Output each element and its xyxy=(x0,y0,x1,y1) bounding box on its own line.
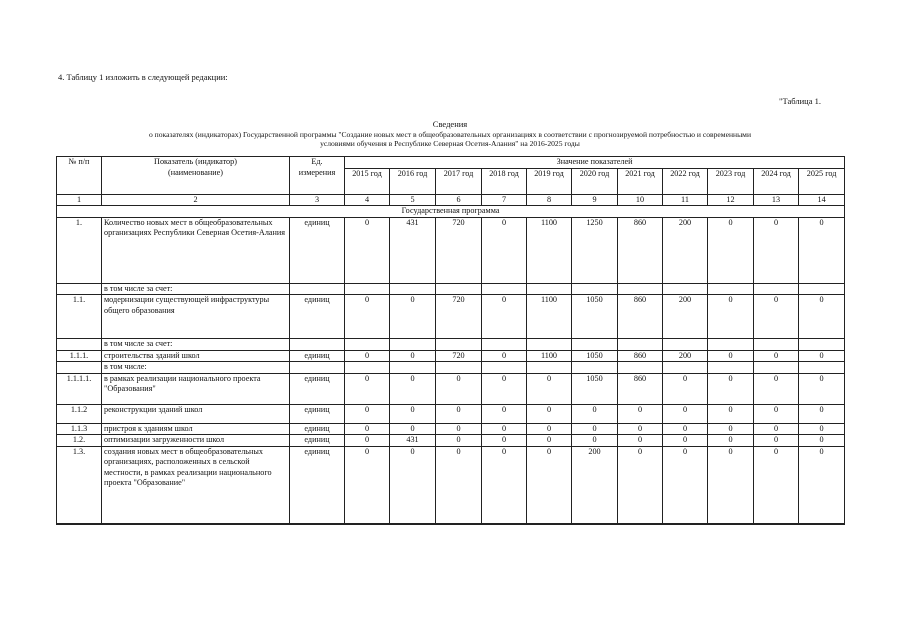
value-cell: 0 xyxy=(527,423,572,435)
value-cell: 0 xyxy=(708,446,754,524)
column-number: 7 xyxy=(482,194,527,206)
value-cell: 720 xyxy=(436,350,482,362)
value-cell: 860 xyxy=(618,217,663,283)
value-cell: 860 xyxy=(618,373,663,404)
table-row xyxy=(57,295,845,339)
header-year: 2015 год xyxy=(345,168,390,194)
value-cell: 0 xyxy=(663,446,708,524)
value-cell: 0 xyxy=(390,373,436,404)
indicator-name: Количество новых мест в общеобразовательных организациях Республики Северная Осетия-Алания xyxy=(102,217,290,283)
subtitle-row xyxy=(57,339,845,351)
column-number: 12 xyxy=(708,194,754,206)
blank-cell xyxy=(618,362,663,374)
header-year: 2017 год xyxy=(436,168,482,194)
column-number: 2 xyxy=(102,194,290,206)
value-cell: 0 xyxy=(527,435,572,447)
value-cell: 0 xyxy=(572,435,618,447)
column-number: 4 xyxy=(345,194,390,206)
blank-cell xyxy=(754,362,799,374)
intro-text: 4. Таблицу 1 изложить в следующей редакции: xyxy=(58,72,228,82)
blank-cell xyxy=(708,283,754,295)
value-cell: 0 xyxy=(799,404,845,423)
indicators-table xyxy=(56,156,845,525)
blank-cell xyxy=(390,283,436,295)
value-cell: 0 xyxy=(663,373,708,404)
value-cell: 0 xyxy=(390,350,436,362)
blank-cell xyxy=(290,283,345,295)
value-cell: 720 xyxy=(436,217,482,283)
value-cell: 0 xyxy=(663,404,708,423)
blank-cell xyxy=(799,339,845,351)
header-year: 2016 год xyxy=(390,168,436,194)
header-unit: Ед. измерения xyxy=(290,157,345,195)
value-cell: 0 xyxy=(708,350,754,362)
value-cell: 0 xyxy=(799,446,845,524)
section-title: Государственная программа xyxy=(57,206,845,218)
value-cell: 0 xyxy=(618,423,663,435)
blank-cell xyxy=(708,339,754,351)
value-cell: 0 xyxy=(390,404,436,423)
blank-cell xyxy=(390,362,436,374)
unit-cell: единиц xyxy=(290,446,345,524)
value-cell: 0 xyxy=(390,423,436,435)
value-cell: 0 xyxy=(754,373,799,404)
value-cell: 0 xyxy=(345,446,390,524)
value-cell: 1250 xyxy=(572,217,618,283)
header-year: 2025 год xyxy=(799,168,845,194)
value-cell: 1050 xyxy=(572,295,618,339)
unit-cell: единиц xyxy=(290,217,345,283)
indicator-name: пристроя к зданиям школ xyxy=(102,423,290,435)
indicator-name: реконструкции зданий школ xyxy=(102,404,290,423)
column-number: 13 xyxy=(754,194,799,206)
value-cell: 0 xyxy=(754,350,799,362)
header-num: № п/п xyxy=(57,157,102,195)
value-cell: 0 xyxy=(527,404,572,423)
value-cell: 0 xyxy=(527,373,572,404)
header-year: 2021 год xyxy=(618,168,663,194)
value-cell: 0 xyxy=(527,446,572,524)
subtitle-text: в том числе: xyxy=(102,362,290,374)
value-cell: 0 xyxy=(708,295,754,339)
value-cell: 1100 xyxy=(527,217,572,283)
column-number: 14 xyxy=(799,194,845,206)
indicator-name: строительства зданий школ xyxy=(102,350,290,362)
unit-cell: единиц xyxy=(290,423,345,435)
unit-cell: единиц xyxy=(290,350,345,362)
value-cell: 0 xyxy=(799,295,845,339)
blank-cell xyxy=(482,339,527,351)
blank-cell xyxy=(482,362,527,374)
value-cell: 0 xyxy=(572,423,618,435)
column-number: 9 xyxy=(572,194,618,206)
value-cell: 0 xyxy=(345,217,390,283)
value-cell: 0 xyxy=(482,373,527,404)
value-cell: 0 xyxy=(754,217,799,283)
blank-cell xyxy=(527,362,572,374)
blank-cell xyxy=(527,283,572,295)
blank-cell xyxy=(57,339,102,351)
indicator-name: оптимизации загруженности школ xyxy=(102,435,290,447)
row-number: 1.1.1.1. xyxy=(57,373,102,404)
value-cell: 0 xyxy=(618,435,663,447)
value-cell: 0 xyxy=(390,295,436,339)
value-cell: 0 xyxy=(663,423,708,435)
subtitle-text: в том числе за счет: xyxy=(102,283,290,295)
subtitle-row xyxy=(57,362,845,374)
value-cell: 200 xyxy=(663,217,708,283)
value-cell: 0 xyxy=(708,404,754,423)
header-year: 2024 год xyxy=(754,168,799,194)
column-number: 10 xyxy=(618,194,663,206)
blank-cell xyxy=(436,339,482,351)
value-cell: 0 xyxy=(618,446,663,524)
value-cell: 1050 xyxy=(572,373,618,404)
value-cell: 0 xyxy=(708,373,754,404)
table-row xyxy=(57,404,845,423)
value-cell: 0 xyxy=(436,373,482,404)
indicator-name: модернизации существующей инфраструктуры общего образования xyxy=(102,295,290,339)
column-number: 1 xyxy=(57,194,102,206)
row-number: 1.1.2 xyxy=(57,404,102,423)
header-year: 2019 год xyxy=(527,168,572,194)
value-cell: 0 xyxy=(345,295,390,339)
header-indicator: Показатель (индикатор) (наименование) xyxy=(102,157,290,195)
subtitle-text: в том числе за счет: xyxy=(102,339,290,351)
table-row xyxy=(57,373,845,404)
row-number: 1.3. xyxy=(57,446,102,524)
value-cell: 0 xyxy=(390,446,436,524)
header-year: 2020 год xyxy=(572,168,618,194)
header-year: 2022 год xyxy=(663,168,708,194)
column-number: 5 xyxy=(390,194,436,206)
value-cell: 0 xyxy=(345,373,390,404)
unit-cell: единиц xyxy=(290,435,345,447)
blank-cell xyxy=(390,339,436,351)
value-cell: 720 xyxy=(436,295,482,339)
blank-cell xyxy=(799,283,845,295)
value-cell: 0 xyxy=(345,404,390,423)
caption-line-2: условиями обучения в Республике Северная Осетия-Алания" на 2016-2025 годы xyxy=(320,139,580,148)
value-cell: 0 xyxy=(482,446,527,524)
value-cell: 0 xyxy=(436,446,482,524)
blank-cell xyxy=(436,362,482,374)
value-cell: 0 xyxy=(482,404,527,423)
blank-cell xyxy=(618,283,663,295)
blank-cell xyxy=(663,339,708,351)
value-cell: 0 xyxy=(708,423,754,435)
blank-cell xyxy=(572,339,618,351)
value-cell: 0 xyxy=(663,435,708,447)
blank-cell xyxy=(290,339,345,351)
value-cell: 0 xyxy=(754,404,799,423)
blank-cell xyxy=(436,283,482,295)
value-cell: 431 xyxy=(390,217,436,283)
blank-cell xyxy=(663,362,708,374)
unit-cell: единиц xyxy=(290,404,345,423)
blank-cell xyxy=(345,283,390,295)
header-values-group: Значение показателей xyxy=(345,157,845,169)
caption-title: Сведения xyxy=(432,119,468,129)
unit-cell: единиц xyxy=(290,295,345,339)
caption-subtitle xyxy=(56,130,844,148)
blank-cell xyxy=(572,362,618,374)
column-number: 8 xyxy=(527,194,572,206)
table-row xyxy=(57,446,845,524)
value-cell: 0 xyxy=(436,435,482,447)
value-cell: 0 xyxy=(754,423,799,435)
value-cell: 0 xyxy=(618,404,663,423)
value-cell: 1100 xyxy=(527,350,572,362)
blank-cell xyxy=(754,339,799,351)
value-cell: 0 xyxy=(572,404,618,423)
header-year: 2023 год xyxy=(708,168,754,194)
value-cell: 200 xyxy=(572,446,618,524)
value-cell: 0 xyxy=(345,435,390,447)
value-cell: 0 xyxy=(345,423,390,435)
column-number: 6 xyxy=(436,194,482,206)
blank-cell xyxy=(345,339,390,351)
value-cell: 431 xyxy=(390,435,436,447)
value-cell: 860 xyxy=(618,295,663,339)
blank-cell xyxy=(572,283,618,295)
value-cell: 0 xyxy=(708,435,754,447)
blank-cell xyxy=(754,283,799,295)
row-number: 1. xyxy=(57,217,102,283)
value-cell: 0 xyxy=(799,217,845,283)
value-cell: 0 xyxy=(754,435,799,447)
row-number: 1.1. xyxy=(57,295,102,339)
value-cell: 0 xyxy=(482,423,527,435)
value-cell: 0 xyxy=(345,350,390,362)
value-cell: 0 xyxy=(482,350,527,362)
value-cell: 0 xyxy=(799,373,845,404)
table-row xyxy=(57,435,845,447)
blank-cell xyxy=(799,362,845,374)
indicator-name: в рамках реализации национального проекта "Образования" xyxy=(102,373,290,404)
table-row xyxy=(57,217,845,283)
header-year: 2018 год xyxy=(482,168,527,194)
value-cell: 0 xyxy=(436,423,482,435)
value-cell: 0 xyxy=(754,446,799,524)
column-number: 3 xyxy=(290,194,345,206)
blank-cell xyxy=(290,362,345,374)
subtitle-row xyxy=(57,283,845,295)
value-cell: 0 xyxy=(708,217,754,283)
value-cell: 1100 xyxy=(527,295,572,339)
column-number: 11 xyxy=(663,194,708,206)
caption-line-1: о показателях (индикаторах) Государственной программы "Создание новых мест в общеобразовательных организациях в соответствии с прогнозируемой потребностью и современными xyxy=(148,130,752,139)
row-number: 1.2. xyxy=(57,435,102,447)
blank-cell xyxy=(527,339,572,351)
value-cell: 200 xyxy=(663,295,708,339)
value-cell: 0 xyxy=(436,404,482,423)
indicator-name: создания новых мест в общеобразовательных организациях, расположенных в сельской местности, в рамках реализации национального проекта "Образование" xyxy=(102,446,290,524)
table-reference: "Таблица 1. xyxy=(779,96,821,106)
value-cell: 0 xyxy=(754,295,799,339)
value-cell: 200 xyxy=(663,350,708,362)
table-row xyxy=(57,423,845,435)
value-cell: 860 xyxy=(618,350,663,362)
value-cell: 0 xyxy=(482,217,527,283)
value-cell: 0 xyxy=(482,435,527,447)
blank-cell xyxy=(618,339,663,351)
value-cell: 0 xyxy=(799,423,845,435)
value-cell: 0 xyxy=(799,350,845,362)
unit-cell: единиц xyxy=(290,373,345,404)
blank-cell xyxy=(482,283,527,295)
blank-cell xyxy=(663,283,708,295)
table-row xyxy=(57,350,845,362)
row-number: 1.1.1. xyxy=(57,350,102,362)
row-number: 1.1.3 xyxy=(57,423,102,435)
value-cell: 0 xyxy=(482,295,527,339)
value-cell: 1050 xyxy=(572,350,618,362)
blank-cell xyxy=(57,283,102,295)
blank-cell xyxy=(345,362,390,374)
blank-cell xyxy=(708,362,754,374)
value-cell: 0 xyxy=(799,435,845,447)
blank-cell xyxy=(57,362,102,374)
